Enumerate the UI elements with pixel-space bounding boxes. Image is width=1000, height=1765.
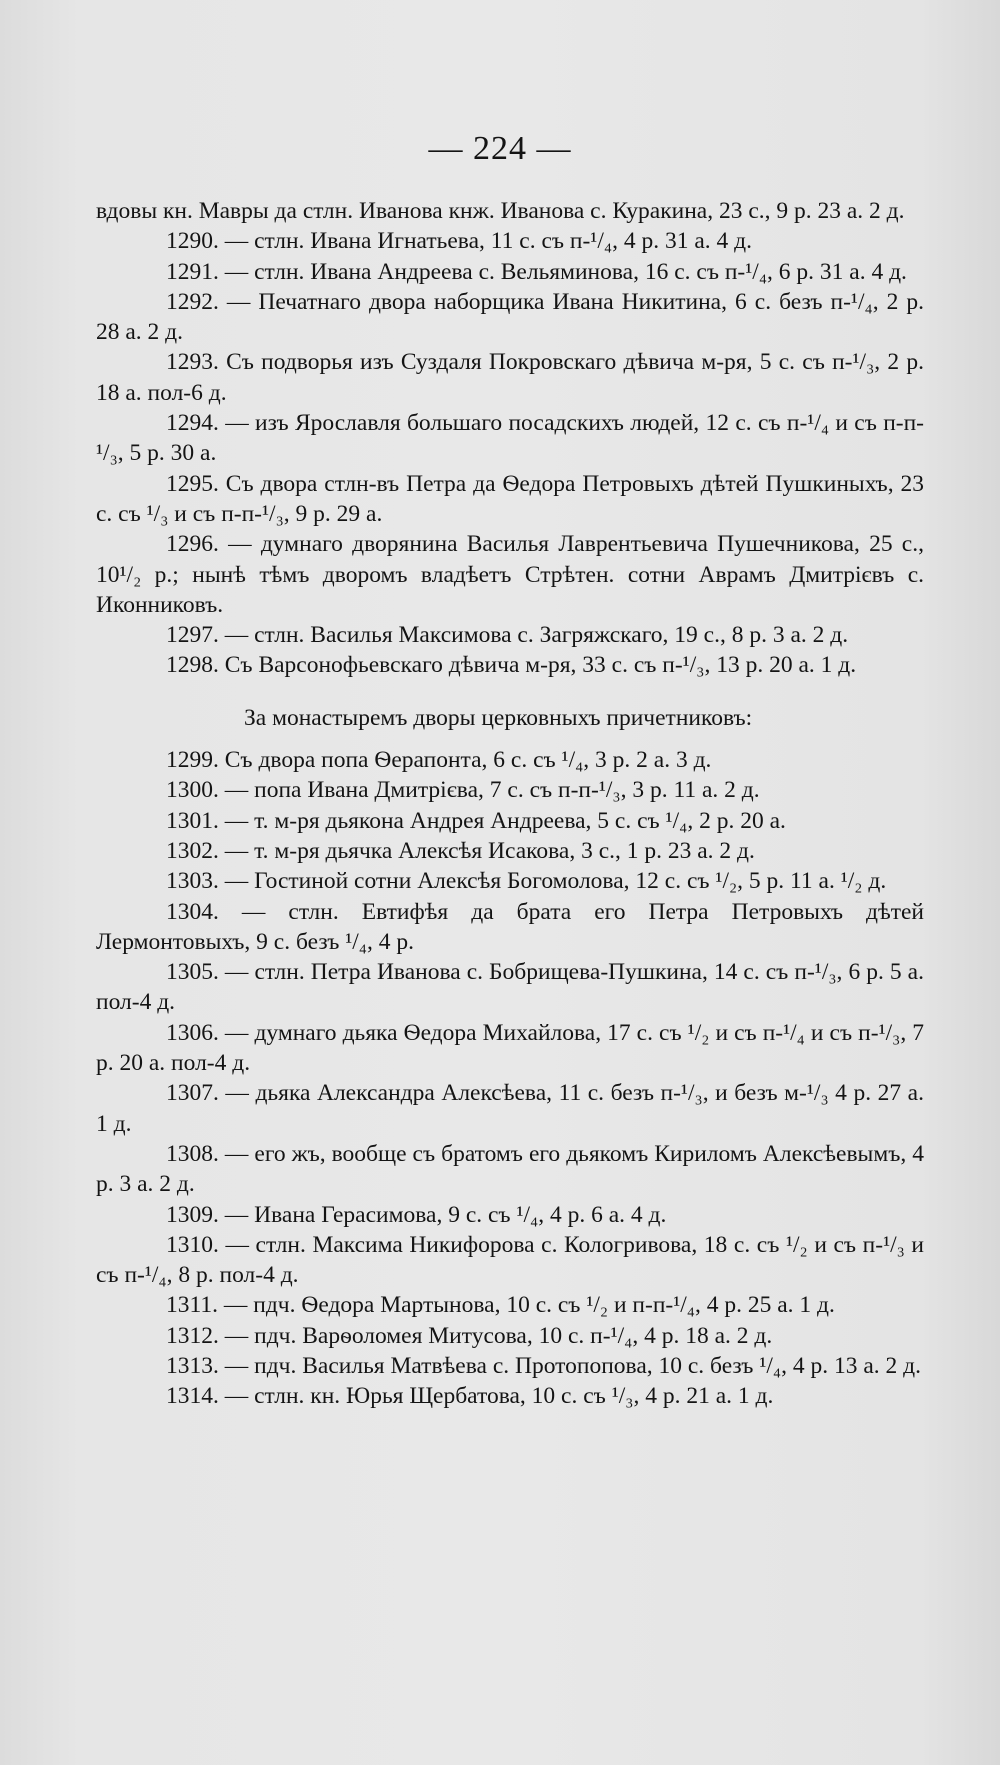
text-paragraph: 1305. — стлн. Петра Иванова с. Бобрищева-Пушкина, 14 с. съ п-¹/₃, 6 р. 5 а. пол-4 д. [96,959,924,1016]
text-paragraph: 1290. — стлн. Ивана Игнатьева, 11 с. съ п-¹/₄, 4 р. 31 а. 4 д. [166,228,752,255]
text-paragraph: 1314. — стлн. кн. Юрья Щербатова, 10 с. съ ¹/₃, 4 р. 21 а. 1 д. [166,1383,774,1410]
text-paragraph: 1294. — изъ Ярославля большаго посадскихъ людей, 12 с. съ п-¹/₄ и съ п-п-¹/₃, 5 р. 30 а. [96,410,924,467]
text-paragraph: вдовы кн. Мавры да стлн. Иванова кнж. Иванова с. Куракина, 23 с., 9 р. 23 а. 2 д. [96,198,905,224]
text-paragraph: 1300. — попа Ивана Дмитрієва, 7 с. съ п-п-¹/₃, 3 р. 11 а. 2 д. [166,777,760,804]
text-paragraph: 1303. — Гостиной сотни Алексѣя Богомолова, 12 с. съ ¹/₂, 5 р. 11 а. ¹/₂ д. [166,868,887,895]
text-paragraph: 1301. — т. м-ря дьякона Андрея Андреева, 5 с. съ ¹/₄, 2 р. 20 а. [166,807,786,834]
text-paragraph: 1312. — пдч. Варѳоломея Митусова, 10 с. п-¹/₄, 4 р. 18 а. 2 д. [166,1322,773,1349]
text-paragraph: 1295. Съ двора стлн-въ Петра да Ѳедора Петровыхъ дѣтей Пушкиныхъ, 23 с. съ ¹/₃ и съ п-п-¹/₃, 9 р. 29 а. [96,470,924,527]
text-paragraph: 1311. — пдч. Ѳедора Мартынова, 10 с. съ ¹/₂ и п-п-¹/₄, 4 р. 25 а. 1 д. [166,1292,835,1319]
text-paragraph: 1306. — думнаго дьяка Ѳедора Михайлова, 17 с. съ ¹/₂ и съ п-¹/₄ и съ п-¹/₃, 7 р. 20 а. пол-4 д. [96,1019,924,1077]
text-paragraph: 1298. Съ Варсонофьевскаго дѣвича м-ря, 33 с. съ п-¹/₃, 13 р. 20 а. 1 д. [166,652,857,679]
text-paragraph: 1304. — стлн. Евтифѣя да брата его Петра Петровыхъ дѣтей Лермонтовыхъ, 9 с. безъ ¹/₄, 4 р. [96,898,924,955]
text-paragraph: 1292. — Печатнаго двора наборщика Ивана Никитина, 6 с. безъ п-¹/₄, 2 р. 28 а. 2 д. [96,288,924,346]
text-paragraph: 1313. — пдч. Василья Матвѣева с. Протопопова, 10 с. безъ ¹/₄, 4 р. 13 а. 2 д. [166,1352,921,1379]
text-paragraph: 1308. — его жъ, вообще съ братомъ его дьякомъ Кириломъ Алексѣевымъ, 4 р. 3 а. 2 д. [96,1140,924,1198]
section-heading: За монастыремъ дворы церковныхъ причетниковъ: [244,704,753,731]
text-paragraph: 1309. — Ивана Герасимова, 9 с. съ ¹/₄, 4 р. 6 а. 4 д. [166,1201,667,1228]
text-paragraph: 1310. — стлн. Максима Никифорова с. Кологривова, 18 с. съ ¹/₂ и съ п-¹/₃ и съ п-¹/₄, 8 р. пол-4 д. [96,1231,924,1289]
page-number: — 224 — [428,130,572,167]
text-paragraph: 1296. — думнаго дворянина Василья Лаврентьевича Пушечникова, 25 с., 10¹/₂ р.; нынѣ тѣмъ дворомъ владѣетъ Стрѣтен. сотни Аврамъ Дмитрієвъ с. Иконниковъ. [96,531,924,618]
text-paragraph: 1307. — дьяка Александра Алексѣева, 11 с. безъ п-¹/₃, и безъ м-¹/₃ 4 р. 27 а. 1 д. [96,1080,924,1137]
text-paragraph: 1291. — стлн. Ивана Андреева с. Вельяминова, 16 с. съ п-¹/₄, 6 р. 31 а. 4 д. [166,258,907,285]
text-paragraph: 1302. — т. м-ря дьячка Алексѣя Исакова, 3 с., 1 р. 23 а. 2 д. [166,837,755,864]
text-paragraph: 1299. Съ двора попа Ѳерапонта, 6 с. съ ¹/₄, 3 р. 2 а. 3 д. [166,747,712,774]
text-body [96,196,924,1412]
text-paragraph: 1297. — стлн. Василья Максимова с. Загряжскаго, 19 с., 8 р. 3 а. 2 д. [166,622,849,649]
text-paragraph: 1293. Съ подворья изъ Суздаля Покровскаго дѣвича м-ря, 5 с. съ п-¹/₃, 2 р. 18 а. пол-6 д. [96,349,924,406]
